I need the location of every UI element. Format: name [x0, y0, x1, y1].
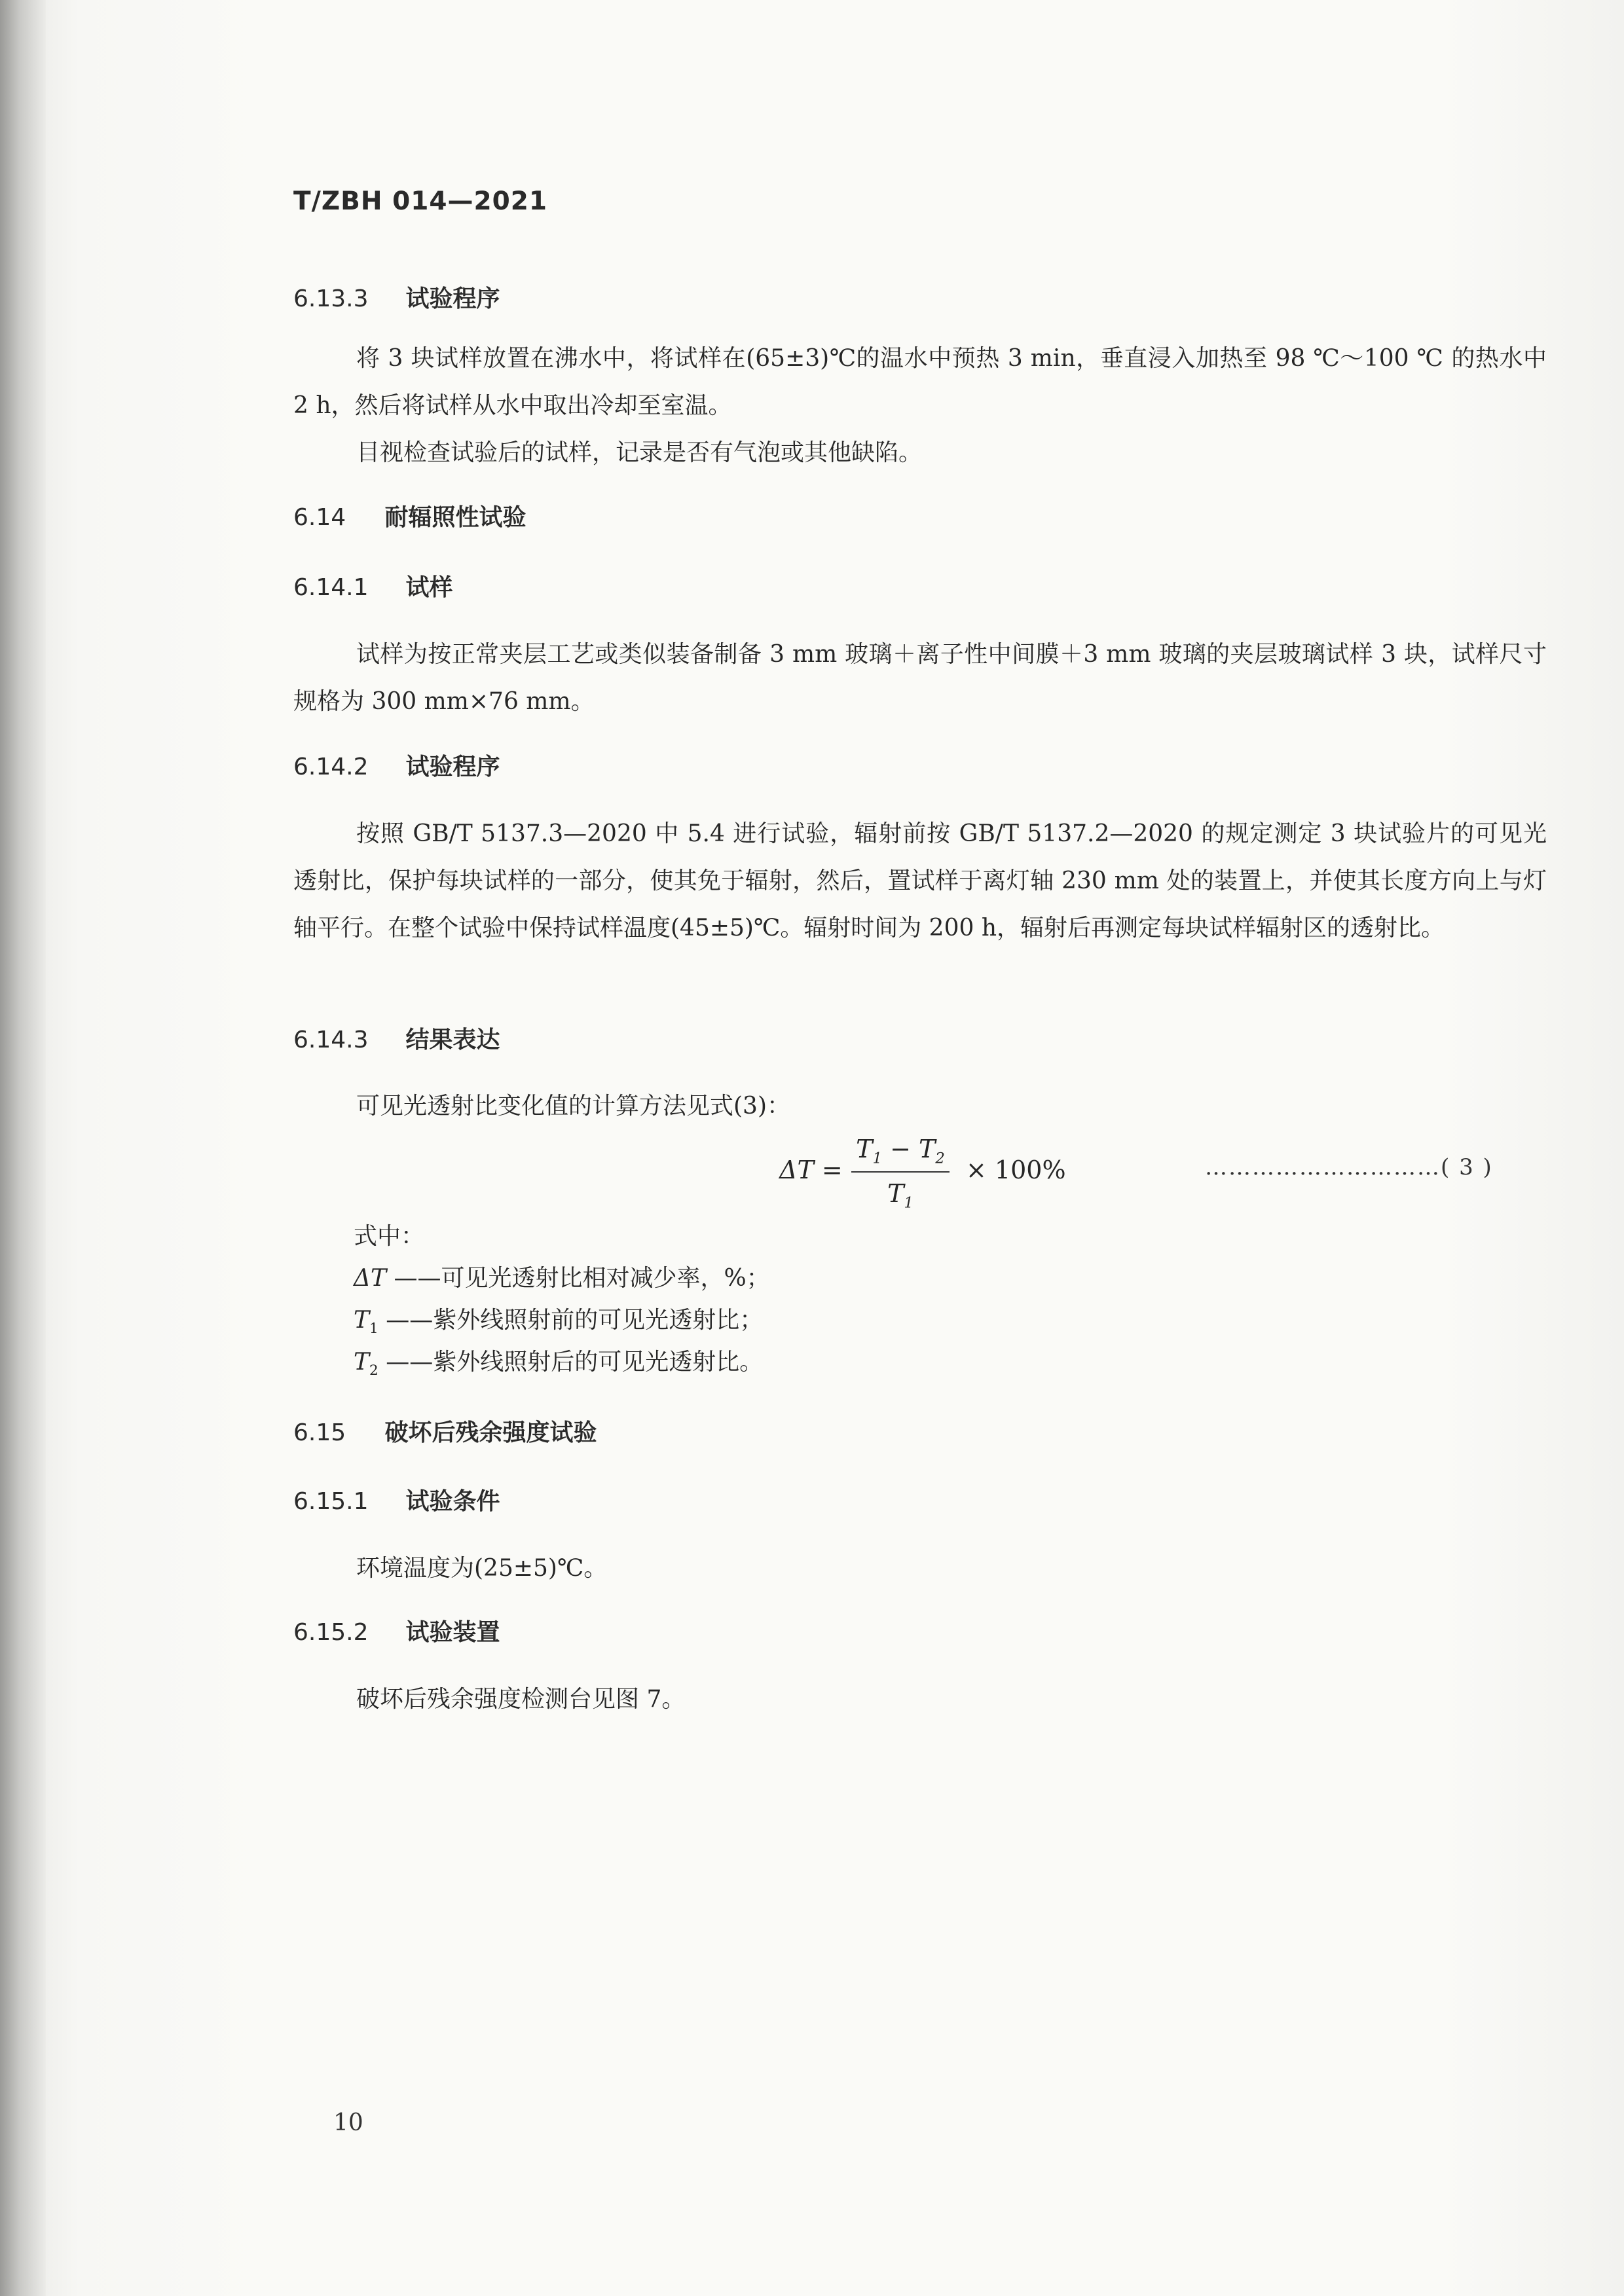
where-item-t2: $T_2$ ——紫外线照射后的可见光透射比。	[354, 1349, 764, 1379]
paragraph-irradiation-procedure: 按照 GB/T 5137.3—2020 中 5.4 进行试验，辐射前按 GB/T 5137.2—2020 的规定测定 3 块试验片的可见光透射比，保护每块试样的一部分，使其免于辐射，然后，置试样于离灯轴 230 mm 处的装置上，并使其长度方向上与灯轴平行。在整个试验中保持试样温度(45±5)℃。辐射时间为 200 h，辐射后再测定每块试样辐射区的透射比。	[293, 820, 1547, 941]
section-heading-6-14-3: 6.14.3 结果表达	[293, 1027, 500, 1053]
fraction-bar	[851, 1171, 950, 1173]
formula-rhs: × 100%	[966, 1156, 1066, 1184]
page-number: 10	[333, 2109, 363, 2136]
section-title: 耐辐照性试验	[384, 504, 526, 531]
section-heading-6-14-1: 6.14.1 试样	[293, 574, 453, 601]
formula-lhs: ΔT =	[779, 1156, 843, 1184]
section-heading-6-15-1: 6.15.1 试验条件	[293, 1488, 500, 1515]
section-title: 试验条件	[405, 1488, 500, 1515]
paragraph-environment-temperature: 环境温度为(25±5)℃。	[356, 1555, 608, 1582]
section-title: 试验装置	[405, 1619, 500, 1646]
section-title: 试样	[405, 574, 453, 601]
scan-binding-edge	[0, 0, 46, 2296]
formula-number: …………………………( 3 )	[1205, 1154, 1493, 1180]
section-heading-6-13-3: 6.13.3 试验程序	[293, 285, 500, 312]
section-heading-6-14: 6.14 耐辐照性试验	[293, 504, 526, 531]
where-item-delta-t: ΔT ——可见光透射比相对减少率，%；	[354, 1265, 770, 1292]
section-heading-6-15: 6.15 破坏后残余强度试验	[293, 1419, 597, 1446]
paragraph-formula-intro: 可见光透射比变化值的计算方法见式(3)：	[356, 1093, 790, 1120]
paragraph-sample: 试样为按正常夹层工艺或类似装备制备 3 mm 玻璃＋离子性中间膜＋3 mm 玻璃的夹层玻璃试样 3 块，试样尺寸规格为 300 mm×76 mm。	[293, 641, 1547, 715]
formula-numerator: $T_1 - T_2$	[856, 1135, 945, 1167]
where-item-t1: $T_1$ ——紫外线照射前的可见光透射比；	[354, 1307, 764, 1338]
section-title: 结果表达	[405, 1027, 500, 1053]
paragraph-test-bench: 破坏后残余强度检测台见图 7。	[356, 1686, 686, 1713]
section-title: 试验程序	[405, 285, 500, 312]
section-title: 破坏后残余强度试验	[384, 1419, 597, 1446]
section-heading-6-14-2: 6.14.2 试验程序	[293, 754, 500, 780]
section-heading-6-15-2: 6.15.2 试验装置	[293, 1619, 500, 1646]
where-label: 式中：	[354, 1223, 425, 1250]
section-title: 试验程序	[405, 754, 500, 780]
paragraph-boiling-test: 将 3 块试样放置在沸水中，将试样在(65±3)℃的温水中预热 3 min，垂直浸入加热至 98 ℃～100 ℃ 的热水中 2 h，然后将试样从水中取出冷却至室温。	[293, 345, 1547, 419]
formula-denominator: $T_1$	[887, 1179, 913, 1212]
standard-code-header: T/ZBH 014—2021	[293, 187, 548, 216]
paragraph-visual-check: 目视检查试验后的试样，记录是否有气泡或其他缺陷。	[356, 439, 923, 466]
